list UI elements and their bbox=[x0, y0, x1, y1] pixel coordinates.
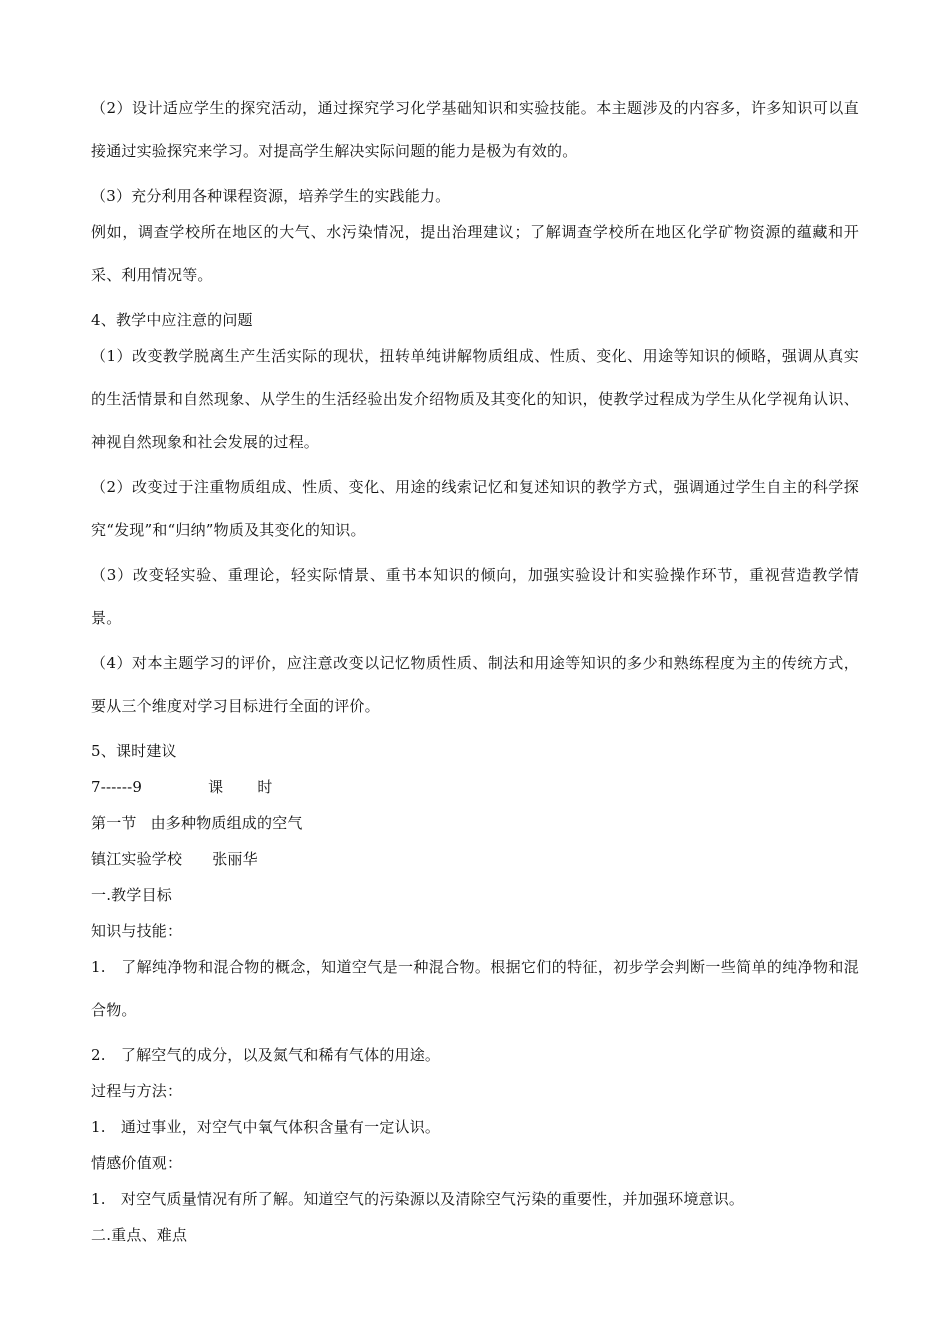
document-page bbox=[91, 97, 859, 1246]
paragraph-inquiry-activities: （2）设计适应学生的探究活动，通过探究学习化学基础知识和实验技能。本主题涉及的内容多，许多知识可以直接通过实验探究来学习。对提高学生解决实际问题的能力是极为有效的。 bbox=[91, 99, 859, 160]
heading-teaching-issues: 4、教学中应注意的问题 bbox=[91, 311, 253, 329]
author-name: 张丽华 bbox=[212, 850, 258, 868]
section-title-line bbox=[91, 812, 859, 834]
heading-emotion-values: 情感价值观： bbox=[91, 1154, 183, 1172]
paragraph-issue-1: （1）改变教学脱离生产生活实际的现状，扭转单纯讲解物质组成、性质、变化、用途等知识的倾略，强调从真实的生活情景和自然现象、从学生的生活经验出发介绍物质及其变化的知识，使教学过程成为学生从化学视角认识、神视自然现象和社会发展的过程。 bbox=[91, 347, 859, 451]
paragraph-issue-3: （3）改变轻实验、重理论，轻实际情景、重书本知识的倾向，加强实验设计和实验操作环节，重视营造教学情景。 bbox=[91, 566, 859, 627]
paragraph-example-survey: 例如，调查学校所在地区的大气、水污染情况，提出治理建议；了解调查学校所在地区化学矿物资源的蕴藏和开采、利用情况等。 bbox=[91, 223, 859, 284]
heading-process-methods: 过程与方法： bbox=[91, 1082, 183, 1100]
class-hours-line bbox=[91, 776, 859, 798]
heading-key-difficult-points: 二.重点、难点 bbox=[91, 1226, 188, 1244]
class-hours-unit-2: 时 bbox=[257, 778, 273, 796]
class-hours-range: 7------9 bbox=[91, 778, 143, 796]
heading-knowledge-skills: 知识与技能： bbox=[91, 922, 183, 940]
heading-class-hours: 5、课时建议 bbox=[91, 742, 177, 760]
school-name: 镇江实验学校 bbox=[91, 850, 183, 868]
paragraph-issue-4: （4）对本主题学习的评价，应注意改变以记忆物质性质、制法和用途等知识的多少和熟练程度为主的传统方式，要从三个维度对学习目标进行全面的评价。 bbox=[91, 654, 859, 715]
author-line bbox=[91, 848, 859, 870]
class-hours-unit-1: 课 bbox=[208, 778, 224, 796]
goal-knowledge-2: 2. 了解空气的成分，以及氮气和稀有气体的用途。 bbox=[91, 1046, 441, 1064]
goal-process-1: 1. 通过事业，对空气中氧气体积含量有一定认识。 bbox=[91, 1118, 441, 1136]
section-title: 由多种物质组成的空气 bbox=[150, 814, 303, 832]
goal-knowledge-1: 1. 了解纯净物和混合物的概念，知道空气是一种混合物。根据它们的特征，初步学会判断一些简单的纯净物和混合物。 bbox=[91, 958, 859, 1019]
paragraph-course-resources: （3）充分利用各种课程资源，培养学生的实践能力。 bbox=[91, 187, 451, 205]
goal-emotion-1: 1. 对空气质量情况有所了解。知道空气的污染源以及清除空气污染的重要性，并加强环境意识。 bbox=[91, 1190, 745, 1208]
section-number: 第一节 bbox=[91, 814, 137, 832]
paragraph-issue-2: （2）改变过于注重物质组成、性质、变化、用途的线索记忆和复述知识的教学方式，强调通过学生自主的科学探究“发现”和“归纳”物质及其变化的知识。 bbox=[91, 478, 859, 539]
heading-teaching-goals: 一.教学目标 bbox=[91, 886, 172, 904]
